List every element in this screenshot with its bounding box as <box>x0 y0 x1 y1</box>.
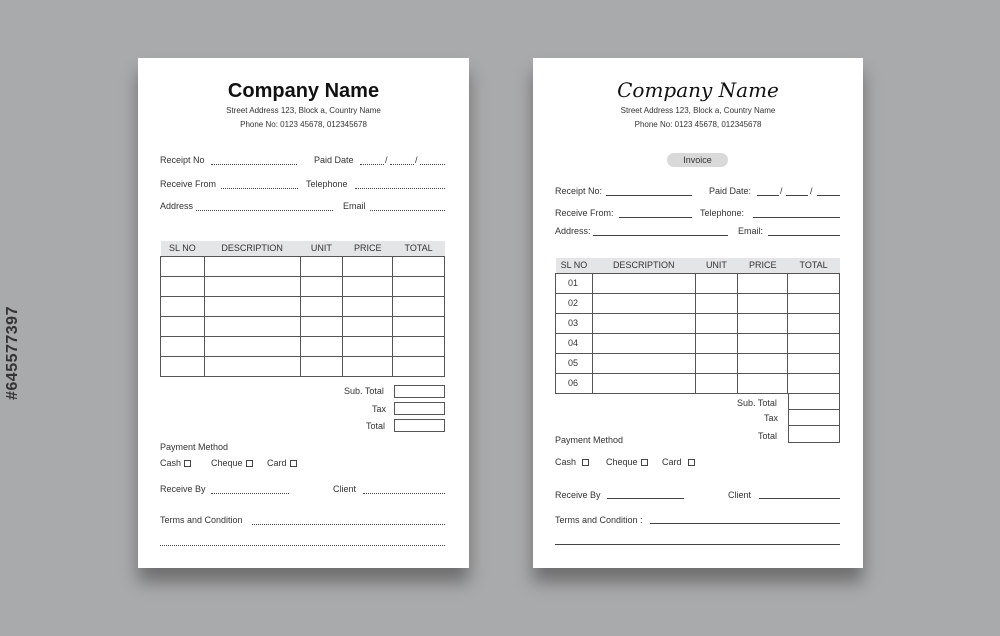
row-number: 03 <box>556 313 593 333</box>
table-row[interactable] <box>556 373 840 393</box>
col-unit: UNIT <box>695 258 738 273</box>
cheque-checkbox[interactable] <box>246 460 253 467</box>
cash-label: Cash <box>555 457 577 467</box>
receive-by-label: Receive By <box>555 490 601 500</box>
paid-date-day[interactable] <box>360 164 384 165</box>
receipt-no-field[interactable] <box>606 195 692 196</box>
total-box[interactable] <box>394 419 445 432</box>
table-row[interactable] <box>556 273 840 293</box>
table-row[interactable] <box>556 313 840 333</box>
terms-label: Terms and Condition : <box>555 515 643 525</box>
tax-box[interactable] <box>394 402 445 415</box>
table-row[interactable] <box>556 293 840 313</box>
date-sep-2: / <box>415 155 418 165</box>
cash-option[interactable] <box>160 458 191 468</box>
date-sep-2: / <box>810 186 813 196</box>
receive-from-field[interactable] <box>619 217 692 218</box>
col-description: DESCRIPTION <box>204 241 300 256</box>
date-sep-1: / <box>780 186 783 196</box>
paid-date-month[interactable] <box>786 195 808 196</box>
company-address: Street Address 123, Block a, Country Name <box>226 106 381 115</box>
telephone-field[interactable] <box>355 188 445 189</box>
subtotal-label: Sub. Total <box>344 386 384 396</box>
subtotal-label: Sub. Total <box>737 398 777 408</box>
stock-id: #645577397 <box>4 306 21 400</box>
client-label: Client <box>333 484 357 494</box>
telephone-label: Telephone <box>306 179 348 189</box>
email-field[interactable] <box>768 235 840 236</box>
paid-date-label: Paid Date: <box>709 186 752 196</box>
date-sep-1: / <box>385 155 388 165</box>
table-row[interactable] <box>161 256 445 276</box>
col-price: PRICE <box>343 241 393 256</box>
paid-date-year[interactable] <box>817 195 840 196</box>
receipt-no-label: Receipt No: <box>555 186 603 196</box>
telephone-label: Telephone: <box>700 208 745 218</box>
row-number: 05 <box>556 353 593 373</box>
invoice-page <box>533 58 863 568</box>
email-label: Email <box>343 201 366 211</box>
terms-field-2[interactable] <box>160 545 445 546</box>
terms-field-1[interactable] <box>650 523 840 524</box>
subtotal-box[interactable] <box>394 385 445 398</box>
paid-date-year[interactable] <box>420 164 445 165</box>
tax-label: Tax <box>764 413 779 423</box>
cheque-checkbox[interactable] <box>641 459 648 466</box>
card-label: Card <box>662 457 682 467</box>
table-row[interactable] <box>161 296 445 316</box>
receive-by-field[interactable] <box>211 493 289 494</box>
col-unit: UNIT <box>300 241 343 256</box>
table-row[interactable] <box>556 353 840 373</box>
receive-by-field[interactable] <box>607 498 684 499</box>
items-table <box>555 258 840 394</box>
col-sl-no: SL NO <box>556 258 593 273</box>
card-option[interactable] <box>662 457 695 467</box>
cash-label: Cash <box>160 458 182 468</box>
cash-checkbox[interactable] <box>184 460 191 467</box>
receive-by-label: Receive By <box>160 484 206 494</box>
paid-date-month[interactable] <box>390 164 414 165</box>
table-header <box>161 241 445 256</box>
row-number: 06 <box>556 373 593 393</box>
total-label: Total <box>366 421 386 431</box>
telephone-field[interactable] <box>753 217 840 218</box>
terms-field-2[interactable] <box>555 544 840 545</box>
row-number: 01 <box>556 273 593 293</box>
company-address: Street Address 123, Block a, Country Name <box>620 106 776 115</box>
card-checkbox[interactable] <box>688 459 695 466</box>
cheque-label: Cheque <box>211 458 243 468</box>
email-label: Email: <box>738 226 764 236</box>
address-field[interactable] <box>196 210 333 211</box>
card-option[interactable] <box>267 458 297 468</box>
row-number: 04 <box>556 333 593 353</box>
receive-from-label: Receive From <box>160 179 217 189</box>
col-total: TOTAL <box>788 258 840 273</box>
payment-method-label: Payment Method <box>555 435 624 445</box>
col-description: DESCRIPTION <box>592 258 695 273</box>
receipt-no-field[interactable] <box>211 164 297 165</box>
client-label: Client <box>728 490 752 500</box>
col-price: PRICE <box>738 258 788 273</box>
card-label: Card <box>267 458 287 468</box>
paid-date-day[interactable] <box>757 195 779 196</box>
address-label: Address <box>160 201 194 211</box>
receipt-no-label: Receipt No <box>160 155 205 165</box>
company-name: Company Name <box>617 78 779 102</box>
receive-from-field[interactable] <box>221 188 298 189</box>
terms-field-1[interactable] <box>252 524 445 525</box>
invoice-badge: Invoice <box>667 153 728 167</box>
total-label: Total <box>758 431 778 441</box>
items-table <box>160 241 445 377</box>
table-row[interactable] <box>161 336 445 356</box>
address-label: Address: <box>555 226 591 236</box>
totals-box <box>788 393 840 443</box>
tax-label: Tax <box>372 404 387 414</box>
table-row[interactable] <box>161 356 445 376</box>
table-row[interactable] <box>161 276 445 296</box>
receive-from-label: Receive From: <box>555 208 614 218</box>
terms-label: Terms and Condition <box>160 515 243 525</box>
table-row[interactable] <box>161 316 445 336</box>
table-row[interactable] <box>556 333 840 353</box>
row-number: 02 <box>556 293 593 313</box>
paid-date-label: Paid Date <box>314 155 354 165</box>
client-field[interactable] <box>759 498 840 499</box>
company-phone: Phone No: 0123 45678, 012345678 <box>240 120 367 129</box>
receipt-page <box>138 58 469 568</box>
cheque-label: Cheque <box>606 457 638 467</box>
cheque-option[interactable] <box>211 458 253 468</box>
card-checkbox[interactable] <box>290 460 297 467</box>
col-sl-no: SL NO <box>161 241 205 256</box>
table-header <box>556 258 840 273</box>
company-name: Company Name <box>227 80 380 102</box>
cash-checkbox[interactable] <box>582 459 589 466</box>
address-field[interactable] <box>593 235 728 236</box>
client-field[interactable] <box>363 493 445 494</box>
company-phone: Phone No: 0123 45678, 012345678 <box>634 120 762 129</box>
cash-option[interactable] <box>555 457 589 467</box>
col-total: TOTAL <box>393 241 445 256</box>
payment-method-label: Payment Method <box>160 442 229 452</box>
email-field[interactable] <box>370 210 445 211</box>
cheque-option[interactable] <box>606 457 648 467</box>
